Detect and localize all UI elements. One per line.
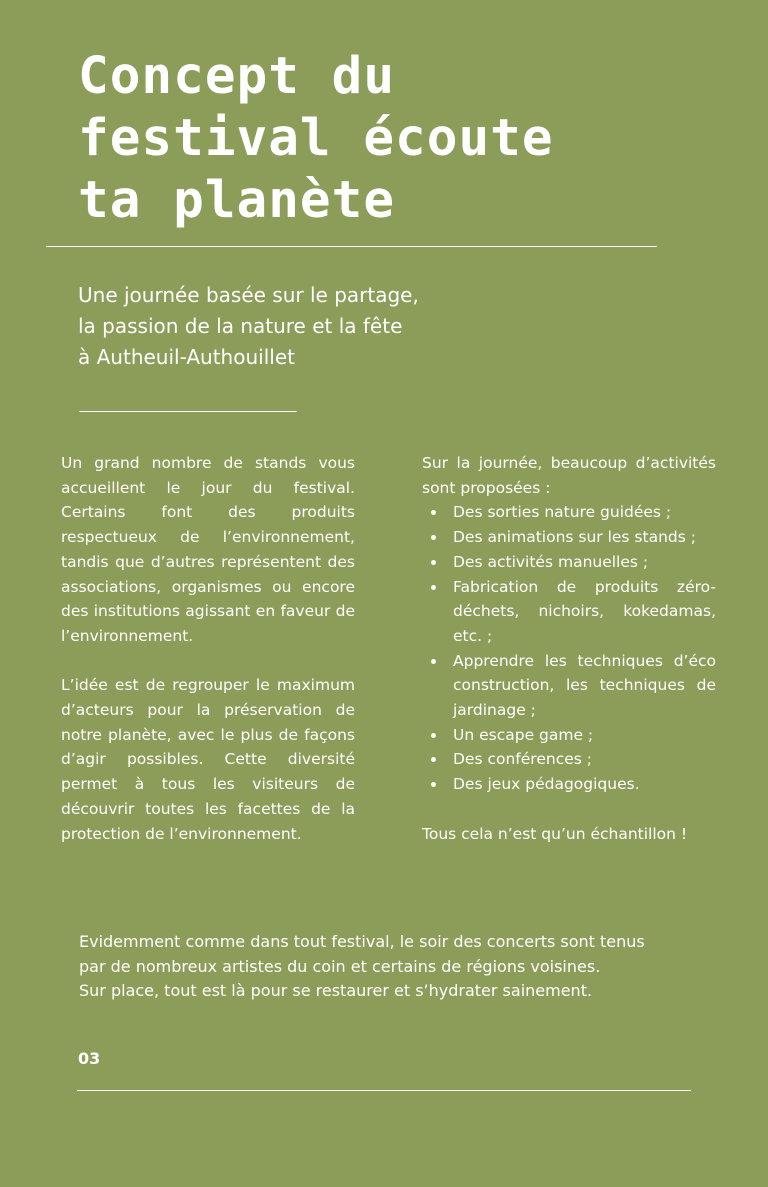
list-item: Fabrication de produits zéro-déchets, nichoirs, kokedamas, etc. ; (453, 575, 716, 649)
right-column (422, 451, 716, 871)
list-item: Des activités manuelles ; (453, 550, 716, 575)
footer-divider (77, 1090, 691, 1091)
list-item: Apprendre les techniques d’éco construction, les techniques de jardinage ; (453, 649, 716, 723)
idea-paragraph: L’idée est de regrouper le maximum d’acteurs pour la préservation de notre planète, avec le plus de façons d’agir possibles. Cette diversité permet à tous les visiteurs de découvrir toutes les facettes de la protection de l’environnement. (61, 676, 355, 843)
footer-line: par de nombreux artistes du coin et certains de régions voisines. (79, 956, 601, 976)
subtitle-line: à Autheuil-Authouillet (78, 345, 295, 369)
stands-paragraph: Un grand nombre de stands vous accueillent le jour du festival. Certains font des produits respectueux de l’environnement, tandis que d’autres représentent des associations, organismes ou encore des institutions agissant en faveur de l’environnement. (61, 454, 355, 645)
list-item: Des sorties nature guidées ; (453, 500, 716, 525)
footer-text (79, 930, 719, 1004)
subtitle (78, 280, 538, 373)
list-item: Des jeux pédagogiques. (453, 772, 716, 797)
activities-outro: Tous cela n’est qu’un échantillon ! (422, 824, 688, 843)
list-item: Des conférences ; (453, 747, 716, 772)
footer-line: Sur place, tout est là pour se restaurer et s’hydrater sainement. (79, 981, 593, 1001)
activities-intro: Sur la journée, beaucoup d’activités sont proposées : (422, 454, 716, 497)
page-number: 03 (78, 1049, 101, 1068)
activities-list (422, 500, 716, 796)
title-divider (46, 246, 657, 247)
page-title-line: Concept du (78, 47, 396, 106)
list-item: Un escape game ; (453, 723, 716, 748)
page-title-line: ta planète (78, 171, 396, 230)
page-title-line: festival écoute (78, 109, 554, 168)
subtitle-line: la passion de la nature et la fête (78, 314, 403, 338)
list-item: Des animations sur les stands ; (453, 525, 716, 550)
left-column (61, 451, 355, 871)
page-title (78, 46, 678, 232)
footer-line: Evidemment comme dans tout festival, le soir des concerts sont tenus (79, 932, 645, 951)
subtitle-divider (79, 411, 297, 412)
subtitle-line: Une journée basée sur le partage, (78, 283, 419, 307)
